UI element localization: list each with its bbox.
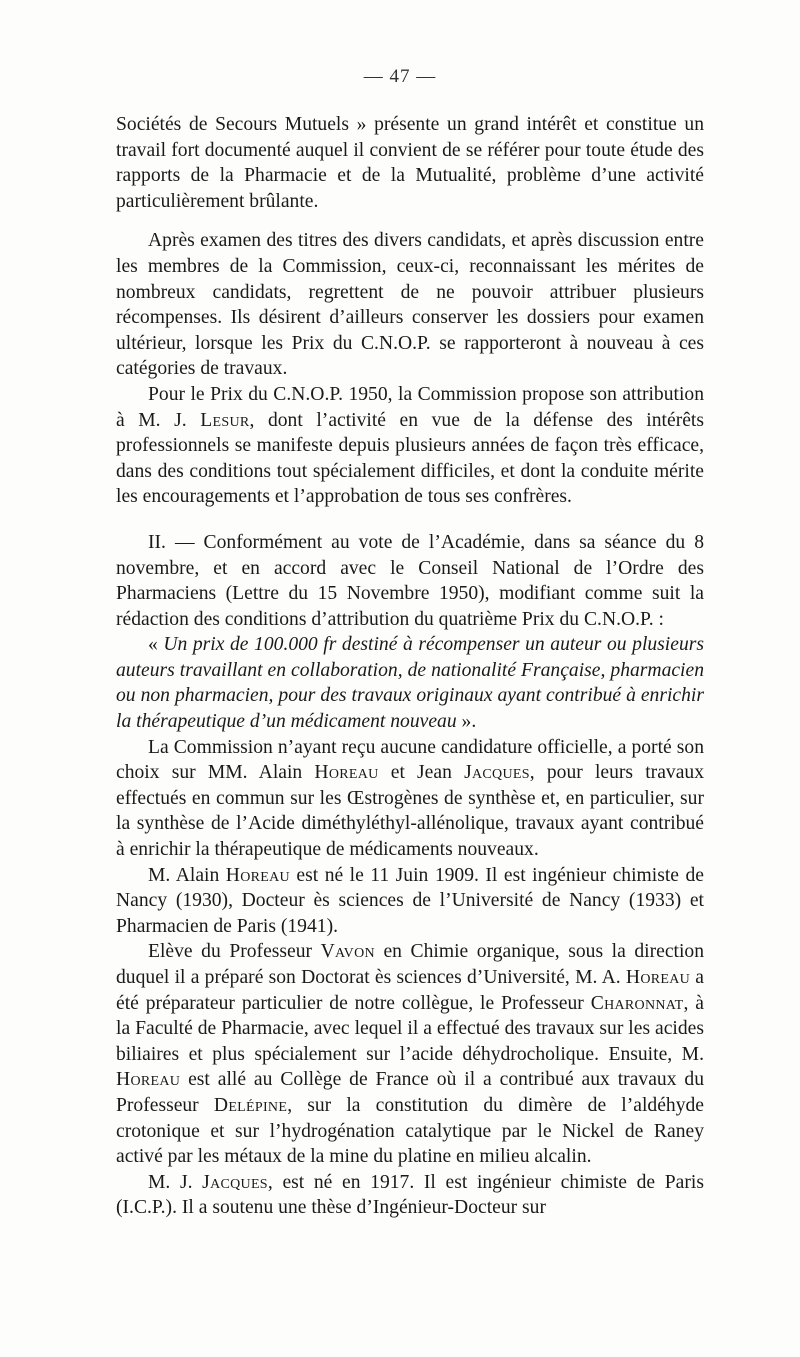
page-number: — 47 — [363, 66, 437, 87]
paragraph-9 [116, 1170, 704, 1221]
text-span: , à la Faculté de Pharmacie, avec lequel il a effectué des travaux sur les acides biliaires et plus spécialement sur l’acide déhydrocholique. Ensuite, M. [116, 992, 704, 1065]
text-span: Pour le Prix du C.N.O.P. 1950, la Commission propose son attribution à M. J. [116, 383, 704, 431]
text-span: M. Alain [148, 864, 226, 886]
quoted-prize-text: Un prix de 100.000 fr destiné à récompenser un auteur ou plusieurs auteurs travaillant en collaboration, de nationalité Française, pharmacien ou non pharmacien, pour des travaux originaux ayant contribué à enrichir la thérapeutique d’un médicament nouveau [116, 634, 704, 733]
paragraph-8 [116, 939, 704, 1169]
person-name: Horeau [625, 967, 691, 988]
body-text [116, 112, 704, 1221]
text-span: M. J. [148, 1171, 203, 1193]
person-name: Vavon [320, 941, 375, 963]
person-name: Charonnat [590, 992, 684, 1014]
person-name: Jacques [202, 1171, 268, 1193]
person-name: Horeau [116, 1069, 181, 1091]
text-span: a été préparateur particulier de notre collègue, le Professeur [116, 967, 704, 1014]
text-span: « [148, 634, 164, 656]
text-span: et Jean [378, 762, 465, 784]
text-span: , dont l’activité en vue de la défense des intérêts professionnels se manifeste depuis plusieurs années de façon très efficace, dans des conditions tout spécialement difficiles, et dont la conduite mérite les encouragements et l’approbation de tous ses confrères. [116, 409, 704, 508]
text-span: Elève du Professeur [148, 941, 321, 963]
text-span: est allé au Collège de France où il a contribué aux travaux du Professeur [116, 1069, 704, 1116]
person-name: Lesur [200, 409, 250, 431]
paragraph-5-quote [116, 632, 704, 734]
paragraph-4: II. — Conformément au vote de l’Académie, dans sa séance du 8 novembre, et en accord avec le Conseil National de l’Ordre des Pharmaciens (Lettre du 15 Novembre 1950), modifiant comme suit la rédaction des conditions d’attribution du quatrième Prix du C.N.O.P. : [116, 531, 704, 630]
person-name: Horeau [314, 762, 379, 784]
text-span: en Chimie organique, sous la direction duquel il a préparé son Doctorat ès sciences d’Université, M. A. [116, 941, 704, 988]
text-span: est né le 11 Juin 1909. Il est ingénieur chimiste de Nancy (1930), Docteur ès sciences de l’Université de Nancy (1933) et Pharmacien de Paris (1941). [116, 864, 704, 937]
person-name: Jacques [464, 762, 530, 784]
paragraph-2: Après examen des titres des divers candidats, et après discussion entre les membres de la Commission, ceux-ci, reconnaissant les mérites de nombreux candidats, regrettent de ne pouvoir attribuer plusieurs récompenses. Ils désirent d’ailleurs conserver les dossiers pour examen ultérieur, lorsque les Prix du C.N.O.P. se rapporteront à nouveau à ces catégories de travaux. [116, 230, 704, 380]
person-name: Horeau [225, 864, 290, 886]
paragraph-6 [116, 735, 704, 863]
paragraph-1: Sociétés de Secours Mutuels » présente un grand intérêt et constitue un travail fort documenté auquel il convient de se référer pour toute étude des rapports de la Pharmacie et de la Mutualité, problème d’une activité particulièrement brûlante. [116, 114, 704, 212]
text-span: La Commission n’ayant reçu aucune candidature officielle, a porté son choix sur MM. Alain [116, 736, 704, 784]
text-span: ». [456, 711, 477, 733]
text-span: , sur la constitution du dimère de l’aldéhyde crotonique et sur l’hydrogénation catalytique par le Nickel de Raney activé par les métaux de la mine du platine en milieu alcalin. [116, 1094, 704, 1168]
person-name: Delépine [213, 1094, 288, 1116]
text-span: , est né en 1917. Il est ingénieur chimiste de Paris (I.C.P.). Il a soutenu une thèse d’Ingénieur-Docteur sur [116, 1171, 704, 1219]
paragraph-3 [116, 382, 704, 510]
text-span: , pour leurs travaux effectués en commun sur les Œstrogènes de synthèse et, en particulier, sur la synthèse de l’Acide diméthyléthyl-allénolique, travaux ayant contribué à enrichir la thérapeutique de médicaments nouveaux. [116, 762, 704, 861]
paragraph-7 [116, 863, 704, 940]
